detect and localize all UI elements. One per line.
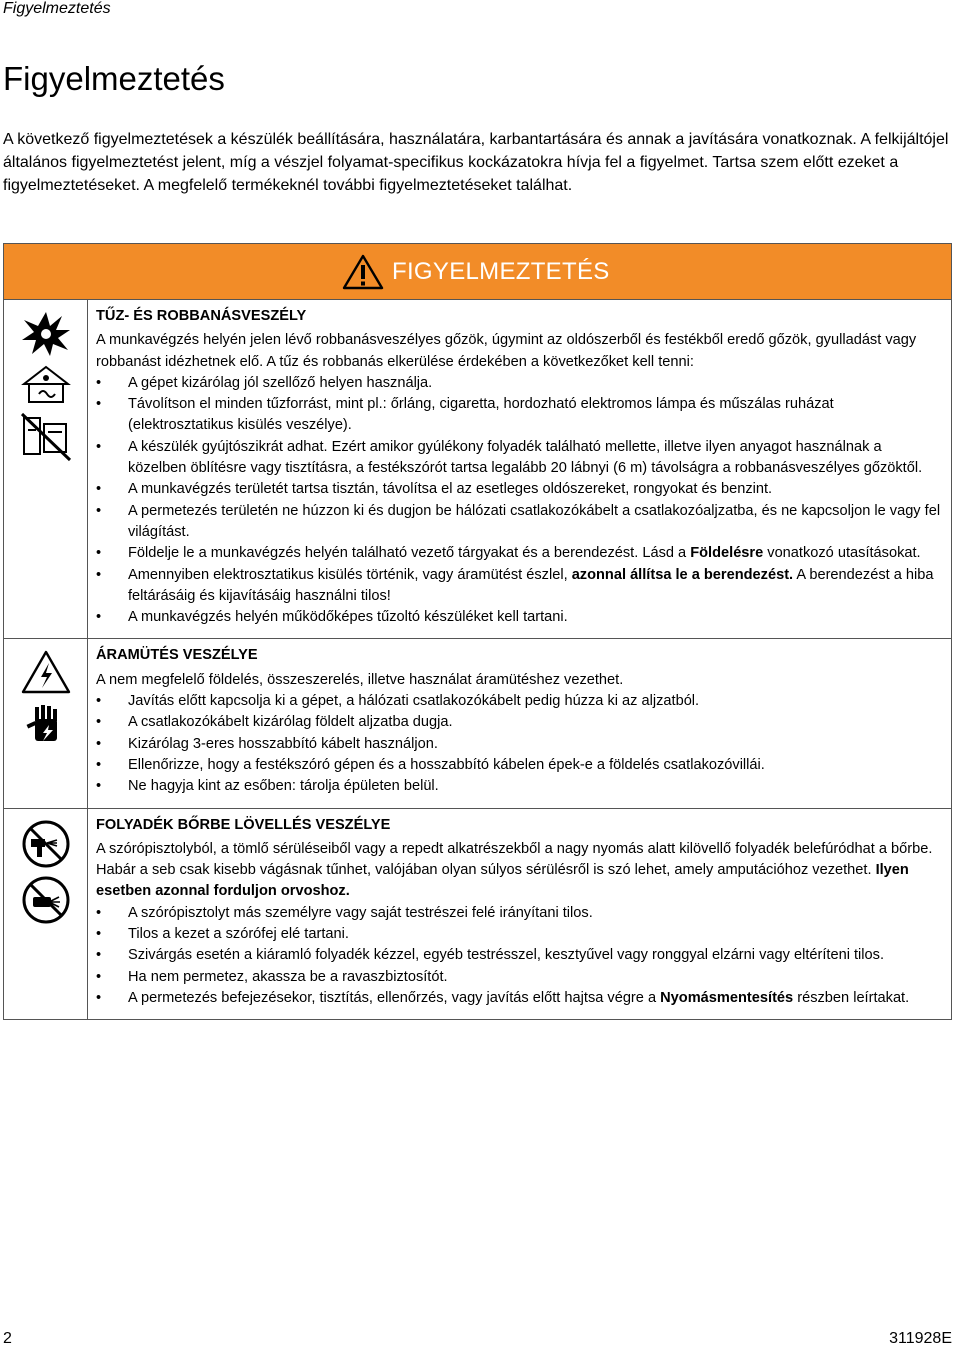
bullet-bold: Földelésre bbox=[690, 545, 764, 562]
bullet-item bbox=[96, 755, 941, 776]
bullet-text: A gépet kizárólag jól szellőző helyen használja. bbox=[128, 374, 433, 391]
bullet-item bbox=[96, 501, 941, 544]
bullet-text: A munkavégzés helyén működőképes tűzoltó készüléket kell tartani. bbox=[128, 609, 568, 626]
bullet-text: A berendezést a hiba feltárásáig és kijavításáig használni tilos! bbox=[128, 566, 934, 604]
bullet-item bbox=[96, 967, 941, 988]
document-number: 311928E bbox=[889, 1330, 952, 1347]
bullet-item bbox=[96, 924, 941, 945]
bullet-item bbox=[96, 712, 941, 733]
bullet-text: Szivárgás esetén a kiáramló folyadék kézzel, egyéb testrésszel, kesztyűvel vagy ronggyal elzárni vagy eltéríteni tilos. bbox=[128, 947, 884, 964]
bullet-text: A permetezés területén ne húzzon ki és dugjon be hálózati csatlakozókábelt a csatlakozóaljzatba, és ne kapcsoljon le vagy fel világítást. bbox=[128, 502, 941, 540]
skin-injection-text bbox=[88, 808, 952, 1020]
bullet-item bbox=[96, 607, 941, 628]
intro-bold: Ilyen esetben azonnal forduljon orvoshoz. bbox=[96, 862, 909, 900]
no-spark-icon bbox=[20, 410, 72, 462]
fire-explosion-row bbox=[4, 300, 952, 639]
intro-text: A munkavégzés helyén jelen lévő robbanásveszélyes gőzök, úgymint az oldószerből és festékből eredő gőzök, gyulladást vagy robbanást idézhetnek elő. A tűz és robbanás elkerülése érdekében a következőket kell tenni: bbox=[96, 332, 917, 370]
no-spray-at-hand-icon bbox=[21, 819, 71, 869]
skin-injection-icons bbox=[4, 808, 88, 1020]
bullet-text: vonatkozó utasításokat. bbox=[763, 545, 921, 562]
bullet-text: Távolítson el minden tűzforrást, mint pl.: őrláng, cigaretta, hordozható elektromos lámpa és műszálas ruházat (elektrosztatikus kisülés veszélye). bbox=[128, 396, 834, 434]
bullet-item bbox=[96, 988, 941, 1009]
bullet-item bbox=[96, 437, 941, 480]
section-intro bbox=[96, 839, 941, 903]
intro-text: A nem megfelelő földelés, összeszerelés, illetve használat áramütéshez vezethet. bbox=[96, 671, 624, 688]
warning-table bbox=[3, 243, 952, 1020]
section-intro bbox=[96, 330, 941, 373]
bullet-text: A szórópisztolyt más személyre vagy saját testrészei felé irányítani tilos. bbox=[128, 904, 593, 921]
section-title: FOLYADÉK BŐRBE LÖVELLÉS VESZÉLYE bbox=[96, 816, 391, 833]
hand-shock-icon bbox=[23, 701, 69, 747]
bullet-item bbox=[96, 776, 941, 797]
bullet-text: Javítás előtt kapcsolja ki a gépet, a hálózati csatlakozókábelt pedig húzza ki az aljzatból. bbox=[128, 693, 700, 710]
bullet-item bbox=[96, 565, 941, 608]
skin-injection-row bbox=[4, 808, 952, 1020]
warning-banner bbox=[4, 244, 952, 300]
bullet-item bbox=[96, 543, 941, 564]
page-title: Figyelmeztetés bbox=[3, 60, 225, 97]
warning-banner-label: FIGYELMEZTETÉS bbox=[392, 258, 610, 285]
bullet-text: Ne hagyja kint az esőben: tárolja épületen belül. bbox=[128, 778, 439, 795]
bullet-item bbox=[96, 394, 941, 437]
bullet-list bbox=[96, 903, 941, 1009]
bullet-text: Ellenőrizze, hogy a festékszóró gépen és a hosszabbító kábelen épek-e a földelés csatlakozóvillái. bbox=[128, 756, 765, 773]
bullet-item bbox=[96, 903, 941, 924]
bullet-item bbox=[96, 945, 941, 966]
bullet-item bbox=[96, 373, 941, 394]
intro-paragraph: A következő figyelmeztetések a készülék beállítására, használatára, karbantartására és annak a javítására vonatkoznak. A felkijáltójel általános figyelmeztetést jelent, míg a vészjel folyamat-specifikus kockázatokra hívja fel a figyelmet. Tartsa szem előtt ezeket a figyelmeztetéseket. A megfelelő termékeknél további figyelmeztetéseket találhat. bbox=[3, 131, 949, 194]
intro-text: A szórópisztolyból, a tömlő sérüléseiből vagy a repedt alkatrészekből a nagy nyomás alatt kilövellő folyadék belefúródhat a bőrbe. Habár a seb csak kisebb vágásnak tűnhet, valójában olyan súlyos sérülésről is szó lehet, amely amputációhoz vezethet. bbox=[96, 840, 933, 879]
bullet-text: Kizárólag 3-eres hosszabbító kábelt használjon. bbox=[128, 735, 438, 752]
explosion-icon bbox=[20, 310, 72, 358]
section-intro bbox=[96, 670, 941, 691]
bullet-item bbox=[96, 691, 941, 712]
bullet-text: Földelje le a munkavégzés helyén található vezető tárgyakat és a berendezést. Lásd a bbox=[128, 545, 691, 562]
bullet-item bbox=[96, 479, 941, 500]
electric-shock-triangle-icon bbox=[20, 649, 72, 695]
fire-explosion-text bbox=[88, 300, 952, 639]
section-title: ÁRAMÜTÉS VESZÉLYE bbox=[96, 647, 258, 664]
electric-shock-icons bbox=[4, 639, 88, 808]
bullet-text: Amennyiben elektrosztatikus kisülés történik, vagy áramütést észlel, bbox=[128, 566, 572, 583]
no-injection-icon bbox=[21, 875, 71, 925]
fire-explosion-icons bbox=[4, 300, 88, 639]
electric-shock-text bbox=[88, 639, 952, 808]
bullet-text: A készülék gyújtószikrát adhat. Ezért amikor gyúlékony folyadék található mellette, illetve ilyen anyagot használnak a közelben öblítésre vagy tisztításra, a festékszórót tartsa legalább 20 lábnyi (6 m) távolságra a robbanásveszélyes gőzöktől. bbox=[128, 438, 923, 477]
bullet-text: Ha nem permetez, akassza be a ravaszbiztosítót. bbox=[128, 968, 448, 985]
bullet-bold: azonnal állítsa le a berendezést. bbox=[571, 566, 794, 583]
bullet-text: Tilos a kezet a szórófej elé tartani. bbox=[128, 926, 349, 943]
running-header: Figyelmeztetés bbox=[3, 0, 111, 17]
section-title: TŰZ- ÉS ROBBANÁSVESZÉLY bbox=[96, 308, 307, 324]
bullet-text: A munkavégzés területét tartsa tisztán, távolítsa el az esetleges oldószereket, rongyokat és benzint. bbox=[128, 481, 773, 498]
bullet-text: részben leírtakat. bbox=[793, 989, 910, 1006]
electric-shock-row bbox=[4, 639, 952, 808]
bullet-list bbox=[96, 691, 941, 797]
warning-triangle-icon bbox=[342, 254, 384, 290]
fume-ignition-icon bbox=[21, 364, 71, 404]
page-number: 2 bbox=[3, 1330, 12, 1347]
bullet-bold: Nyomásmentesítés bbox=[660, 989, 794, 1006]
bullet-item bbox=[96, 734, 941, 755]
bullet-list bbox=[96, 373, 941, 629]
bullet-text: A permetezés befejezésekor, tisztítás, ellenőrzés, vagy javítás előtt hajtsa végre a bbox=[128, 989, 661, 1006]
bullet-text: A csatlakozókábelt kizárólag földelt aljzatba dugja. bbox=[128, 714, 453, 731]
